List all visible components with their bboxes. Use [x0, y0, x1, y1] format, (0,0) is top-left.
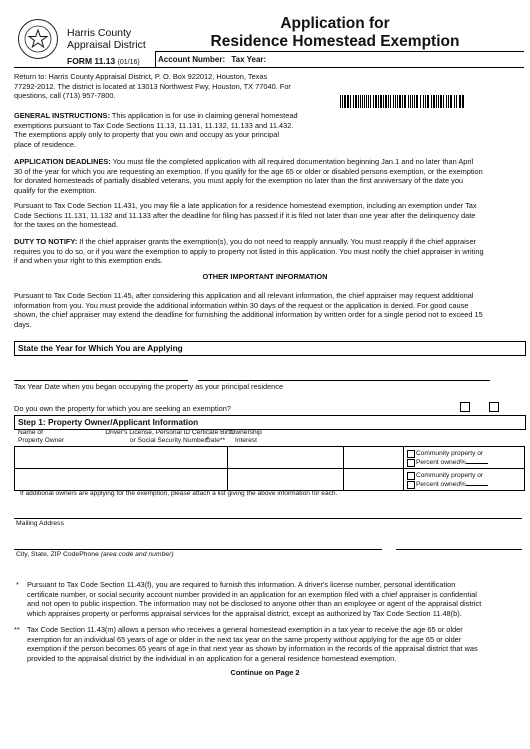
percent-owned-checkbox[interactable] [407, 481, 415, 489]
community-property-checkbox[interactable] [407, 450, 415, 458]
late-filing-text: for the taxes on the homestead. [14, 220, 118, 230]
late-filing-text: Pursuant to Tax Code Section 11.431, you may file a late application for a residence homestead exemption, including an exemption under Tax [14, 201, 477, 210]
barcode-bar [368, 95, 369, 108]
barcode-bar [385, 95, 387, 108]
barcode-bar [456, 95, 457, 108]
footnote-1-text: Pursuant to Tax Code Section 11.43(f), you are required to furnish this information. A driver's license number, personal identification [27, 580, 456, 589]
year-section-header [14, 341, 526, 356]
city-state-zip-input[interactable] [14, 549, 382, 550]
form-version: (01/16) [117, 59, 140, 66]
barcode-bar [414, 95, 415, 108]
phone-label: Phone [79, 551, 99, 558]
mailing-address-input[interactable] [14, 518, 522, 519]
mailing-address-label: Mailing Address [16, 520, 64, 527]
barcode-icon [340, 95, 465, 108]
footnote-1-mark: * [16, 580, 19, 589]
own-yes-checkbox[interactable] [460, 402, 470, 412]
barcode-bar [412, 95, 413, 108]
title-line2: Residence Homestead Exemption [210, 32, 460, 50]
barcode-bar [344, 95, 346, 108]
deadlines-text: qualify for the exemption. [14, 185, 97, 195]
community-property-label: Community property or [416, 472, 484, 479]
barcode-bar [378, 95, 379, 108]
ownership-option-row2 [407, 471, 488, 489]
footnote-2 [14, 625, 526, 663]
city-phone-labels [16, 551, 174, 558]
other-info-paragraph [14, 291, 526, 329]
return-to-line: 77292-2012. The district is located at 13013 Northwest Fwy, Houston, TX 77040. For [14, 81, 291, 91]
return-to-line: questions, call (713) 957-7800. [14, 91, 116, 101]
barcode-bar [364, 95, 365, 108]
year-section-title: State the Year for Which You are Applying [18, 343, 183, 353]
footnote-1-text: which appraises property or performs appraisal services for the appraisal district, except as authorized by Tax Code Section 11.48(b). [27, 608, 462, 618]
barcode-bar [366, 95, 367, 108]
owner-name-cell[interactable] [15, 469, 227, 490]
barcode-bar [383, 95, 384, 108]
barcode-bar [395, 95, 396, 108]
org-name [67, 27, 146, 51]
tax-year-date-input[interactable] [14, 380, 188, 381]
application-deadlines [14, 157, 526, 195]
barcode-bar [397, 95, 398, 108]
footnote-2-mark: ** [14, 625, 20, 634]
col-id-label: Driver's License, Personal ID Certicate Birth [105, 429, 234, 436]
other-info-heading: OTHER IMPORTANT INFORMATION [202, 272, 328, 281]
barcode-bar [446, 95, 447, 108]
additional-owners-note: If additional owners are applying for the exemption, please attach a list giving the above information for each. [20, 490, 338, 497]
phone-note: (area code and number) [100, 551, 174, 558]
duty-text: requires you to do so, or if you want the exemption to apply to property not listed in this application. You must notify the chief appraiser in writing [14, 246, 484, 256]
barcode-bar [360, 95, 361, 108]
barcode-bar [393, 95, 394, 108]
account-number-label: Account Number: [158, 55, 226, 64]
barcode-bar [431, 95, 432, 108]
barcode-bar [433, 95, 435, 108]
percent-owned-input[interactable] [466, 485, 488, 486]
barcode-image [340, 95, 465, 108]
barcode-bar [408, 95, 409, 108]
owner-date-cell[interactable] [344, 469, 403, 490]
general-instructions-text: The exemptions apply only to property that you own and occupy as your principal [14, 130, 279, 140]
deadlines-text: You must file the completed application with all required documentation beginning Jan.1 and no later than April [110, 157, 474, 166]
barcode-bar [358, 95, 359, 108]
other-info-text: information from you. You must provide the additional information within 30 days of the request or the application is denied. For good cause [14, 300, 469, 310]
col-own-label: Interest [235, 437, 257, 444]
county-seal-logo [18, 19, 58, 59]
duty-heading: DUTY TO NOTIFY: [14, 237, 78, 246]
barcode-bar [440, 95, 442, 108]
duty-text: If the chief appraiser grants the exemption(s), you do not need to reapply annually. You must reapply if the chief appraiser [77, 237, 477, 246]
barcode-bar [402, 95, 403, 108]
barcode-bar [450, 95, 452, 108]
barcode-bar [388, 95, 389, 108]
owner-id-cell[interactable] [228, 447, 343, 468]
percent-owned-label: Percent owned% [416, 481, 466, 488]
late-filing-text: Code Sections 11.131, 11.132 and 11.133 after the deadline for filing has passed if it is filed not later than one year after the delinquency date [14, 210, 476, 220]
tax-year-label: Tax Year: [231, 55, 267, 64]
owner-date-cell[interactable] [344, 447, 403, 468]
form-number [67, 56, 140, 66]
footnote-1-text: certificate number, or social security account number provided in an application for an exemption filed with a chief appraiser is confidential [27, 589, 477, 599]
footnote-2-text: exemption for an individual 65 years of age or older in the next tax year on the same property without applying for the age 65 or older [27, 634, 462, 644]
city-state-zip-label: City, State, ZIP Code [16, 551, 80, 558]
owner-name-cell[interactable] [15, 447, 227, 468]
general-instructions [14, 111, 324, 149]
footnote-2-text: Tax Code Section 11.43(m) allows a person who receives a general homestead exemption in a tax year to receive the age 65 or older [27, 625, 463, 634]
barcode-bar [373, 95, 374, 108]
barcode-bar [425, 95, 426, 108]
footnote-2-text: exemption if the person becomes 65 years of age in that next year as shown by information in the records of the appraisal district that was [27, 644, 478, 654]
phone-input[interactable] [396, 549, 522, 550]
title-line1: Application for [280, 15, 390, 32]
barcode-bar [420, 95, 421, 108]
org-name-line1: Harris County [67, 27, 132, 39]
barcode-bar [427, 95, 429, 108]
step1-title: Step 1: Property Owner/Applicant Information [18, 417, 199, 427]
barcode-bar [416, 95, 418, 108]
general-instructions-text: place of residence. [14, 139, 77, 149]
account-number-field[interactable] [158, 55, 266, 65]
return-to-line: Return to: Harris County Appraisal District, P. O. Box 922012, Houston, Texas [14, 72, 268, 81]
col-name-label: Property Owner [18, 437, 65, 444]
barcode-bar [370, 95, 371, 108]
duty-text: if and when your right to this exemption ends. [14, 256, 163, 266]
barcode-bar [454, 95, 455, 108]
percent-owned-label: Percent owned% [416, 459, 466, 466]
barcode-bar [443, 95, 444, 108]
percent-owned-checkbox[interactable] [407, 459, 415, 467]
barcode-bar [404, 95, 406, 108]
barcode-bar [410, 95, 411, 108]
barcode-bar [436, 95, 437, 108]
general-instructions-text: This application is for use in claiming general homestead [109, 111, 298, 120]
barcode-bar [459, 95, 461, 108]
form-label: FORM 11.13 [67, 56, 116, 66]
footnote-1-text: and not open to public inspection. The information may not be disclosed to anyone other than an employee or agent of the appraisal district [27, 599, 482, 609]
barcode-bar [353, 95, 354, 108]
barcode-bar [347, 95, 349, 108]
barcode-bar [438, 95, 439, 108]
barcode-bar [355, 95, 357, 108]
late-filing-paragraph [14, 201, 526, 230]
col-own-label: Ownership [230, 429, 262, 436]
barcode-bar [380, 95, 382, 108]
deadlines-text: 30 of the year for which you are requesting an exemption. If you qualify for the age 65 or older or disabled persons exemption, or the exemption [14, 166, 483, 176]
return-to-block [14, 72, 324, 101]
footnote-1 [16, 580, 528, 618]
barcode-bar [350, 95, 351, 108]
deadlines-heading: APPLICATION DEADLINES: [14, 157, 111, 166]
step1-header [14, 415, 526, 430]
footnote-2-text: provided to the appraisal district by the individual in an application for a general residence homestead exemption. [27, 653, 397, 663]
barcode-bar [399, 95, 401, 108]
community-property-checkbox[interactable] [407, 472, 415, 480]
own-no-checkbox[interactable] [489, 402, 499, 412]
barcode-bar [423, 95, 424, 108]
tax-year-date-label: Tax Year Date when you began occupying the property as your principal residence [14, 382, 284, 391]
duty-to-notify [14, 237, 526, 266]
barcode-bar [375, 95, 377, 108]
col-id-label: or Social Security Number* [129, 437, 210, 444]
page-title [155, 15, 515, 50]
owner-id-cell[interactable] [228, 469, 343, 490]
col-date-label: Date** [206, 437, 226, 444]
other-info-text: days. [14, 319, 32, 329]
tax-year-date-input-2[interactable] [198, 380, 490, 381]
continue-on-page-2: Continue on Page 2 [230, 668, 300, 677]
barcode-bar [342, 95, 343, 108]
other-info-text: shown, the chief appraiser may extend the deadline for furnishing the additional information by written order for a single period not to exceed 15 [14, 310, 483, 320]
community-property-label: Community property or [416, 450, 484, 457]
general-instructions-heading: GENERAL INSTRUCTIONS: [14, 111, 110, 120]
org-name-line2: Appraisal District [67, 39, 146, 51]
percent-owned-input[interactable] [466, 463, 488, 464]
ownership-option-row1 [407, 449, 488, 467]
col-name-label: Name of [18, 429, 43, 436]
deadlines-text: for donated homesteads of partially disabled veterans, you must apply for the exemption no later than the first anniversary of the date you [14, 176, 464, 186]
barcode-bar [448, 95, 449, 108]
barcode-bar [462, 95, 464, 108]
owner-table [14, 446, 525, 491]
own-property-question: Do you own the property for which you are seeking an exemption? [14, 404, 231, 413]
general-instructions-text: exemptions pursuant to Tax Code Sections 11.13, 11.131, 11.132, 11.133 and 11.432. [14, 120, 294, 130]
star-icon [19, 20, 57, 58]
barcode-bar [362, 95, 363, 108]
barcode-bar [340, 95, 341, 108]
barcode-bar [390, 95, 391, 108]
other-info-text: Pursuant to Tax Code Section 11.45, after considering this application and all relevant information, the chief appraiser may request additional [14, 291, 474, 300]
